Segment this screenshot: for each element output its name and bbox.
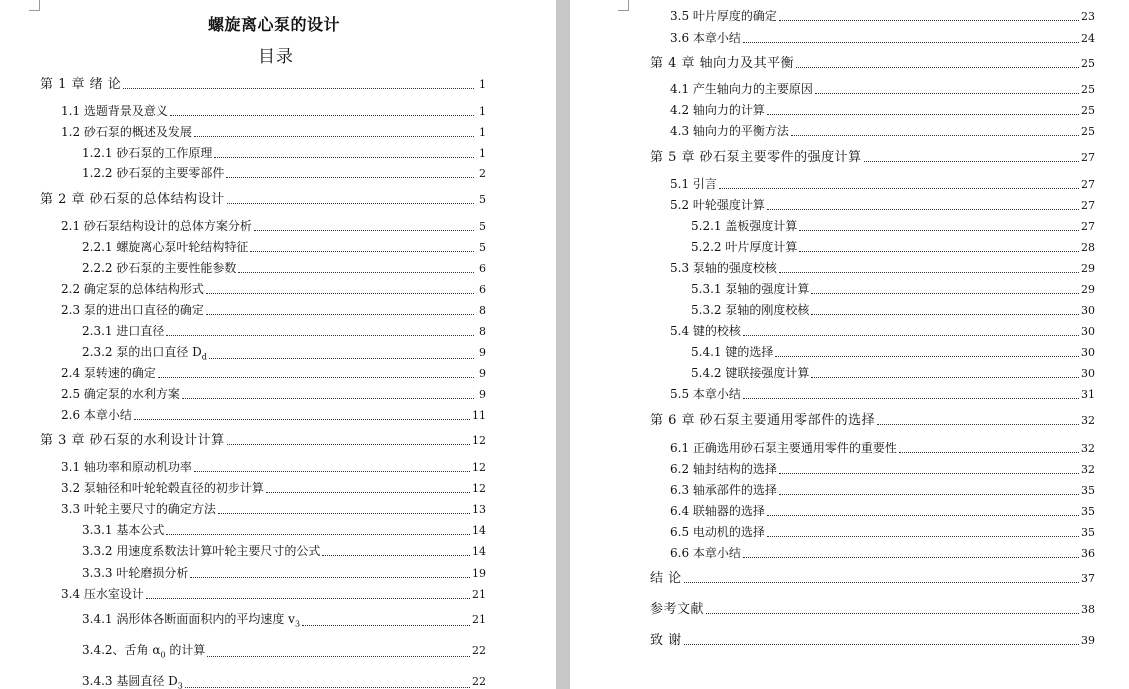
toc-entry-section[interactable]: 3.5 叶片厚度的确定 23 <box>670 9 1095 23</box>
toc-entry-chapter[interactable]: 第 4 章 轴向力及其平衡 25 <box>650 56 1095 71</box>
toc-entry-section[interactable]: 6.4 联轴器的选择 35 <box>670 504 1095 518</box>
toc-entry-subsection[interactable]: 2.3.2 泵的出口直径 $D_d$ 9 <box>82 345 486 362</box>
toc-entry-section[interactable]: 6.3 轴承部件的选择 35 <box>670 483 1095 497</box>
toc-entry-section[interactable]: 2.4 泵转速的确定 9 <box>61 366 486 380</box>
toc-entry-chapter[interactable]: 致 谢 39 <box>650 633 1095 648</box>
toc-entry-subsection[interactable]: 3.3.2 用速度系数法计算叶轮主要尺寸的公式 14 <box>82 544 486 558</box>
toc-entry-section[interactable]: 4.3 轴向力的平衡方法 25 <box>670 124 1095 138</box>
toc-entry-section[interactable]: 6.2 轴封结构的选择 32 <box>670 462 1095 476</box>
toc-entry-section[interactable]: 3.6 本章小结 24 <box>670 31 1095 45</box>
toc-entry-section[interactable]: 5.2 叶轮强度计算 27 <box>670 198 1095 212</box>
toc-entry-section[interactable]: 4.2 轴向力的计算 25 <box>670 103 1095 117</box>
toc-entry-section[interactable]: 6.5 电动机的选择 35 <box>670 525 1095 539</box>
toc-entry-section[interactable]: 2.1 砂石泵结构设计的总体方案分析 5 <box>61 219 486 233</box>
toc-entry-section[interactable]: 2.3 泵的进出口直径的确定 8 <box>61 303 486 317</box>
toc-entry-chapter[interactable]: 第 3 章 砂石泵的水利设计计算 12 <box>40 433 486 448</box>
toc-entry-subsection[interactable]: 5.2.2 叶片厚度计算 28 <box>691 240 1095 254</box>
toc-entry-chapter[interactable]: 第 5 章 砂石泵主要零件的强度计算 27 <box>650 150 1095 165</box>
toc-entry-subsection[interactable]: 3.3.1 基本公式 14 <box>82 523 486 537</box>
toc-entry-section[interactable]: 3.2 泵轴径和叶轮轮毂直径的初步计算 12 <box>61 481 486 495</box>
toc-entry-section[interactable]: 6.1 正确选用砂石泵主要通用零件的重要性 32 <box>670 441 1095 455</box>
document-title: 螺旋离心泵的设计 <box>207 15 340 34</box>
toc-entry-section[interactable]: 3.1 轴功率和原动机功率 12 <box>61 460 486 474</box>
toc-entry-section[interactable]: 3.4 压水室设计 21 <box>61 587 486 601</box>
toc-entry-subsection[interactable]: 1.2.2 砂石泵的主要零部件 2 <box>82 166 486 180</box>
toc-entry-section[interactable]: 2.2 确定泵的总体结构形式 6 <box>61 282 486 296</box>
toc-entry-section[interactable]: 1.1 选题背景及意义 1 <box>61 104 486 118</box>
toc-entry-section[interactable]: 5.5 本章小结 31 <box>670 387 1095 401</box>
margin-corner-mark <box>29 0 40 11</box>
toc-entry-subsection[interactable]: 3.3.3 叶轮磨损分析 19 <box>82 566 486 580</box>
toc-entry-subsection[interactable]: 2.2.2 砂石泵的主要性能参数 6 <box>82 261 486 275</box>
toc-entry-section[interactable]: 1.2 砂石泵的概述及发展 1 <box>61 125 486 139</box>
toc-entry-subsection[interactable]: 3.4.3 基圆直径 $D_3$ 22 <box>82 674 486 689</box>
toc-entry-subsection[interactable]: 2.2.1 螺旋离心泵叶轮结构特征 5 <box>82 240 486 254</box>
toc-entry-subsection[interactable]: 5.2.1 盖板强度计算 27 <box>691 219 1095 233</box>
toc-entry-subsection[interactable]: 1.2.1 砂石泵的工作原理 1 <box>82 146 486 160</box>
toc-entry-section[interactable]: 2.6 本章小结 11 <box>61 408 486 422</box>
toc-entry-subsection[interactable]: 5.3.1 泵轴的强度计算 29 <box>691 282 1095 296</box>
page-gutter <box>556 0 570 689</box>
toc-entry-chapter[interactable]: 第 1 章 绪 论 1 <box>40 77 486 92</box>
toc-entry-section[interactable]: 6.6 本章小结 36 <box>670 546 1095 560</box>
margin-corner-mark <box>618 0 629 11</box>
toc-entry-subsection[interactable]: 5.4.2 键联接强度计算 30 <box>691 366 1095 380</box>
toc-entry-section[interactable]: 3.3 叶轮主要尺寸的确定方法 13 <box>61 502 486 516</box>
toc-entry-subsection[interactable]: 3.4.2、舌角 $\alpha_0$ 的计算 22 <box>82 643 486 660</box>
toc-entry-chapter[interactable]: 参考文献 38 <box>650 602 1095 617</box>
toc-entry-subsection[interactable]: 5.3.2 泵轴的刚度校核 30 <box>691 303 1095 317</box>
toc-entry-chapter[interactable]: 结 论 37 <box>650 571 1095 586</box>
toc-entry-section[interactable]: 2.5 确定泵的水利方案 9 <box>61 387 486 401</box>
document-page-left <box>0 0 556 689</box>
toc-entry-chapter[interactable]: 第 6 章 砂石泵主要通用零部件的选择 32 <box>650 413 1095 428</box>
toc-entry-subsection[interactable]: 3.4.1 涡形体各断面面积内的平均速度 $v_3$ 21 <box>82 612 486 629</box>
toc-heading: 目录 <box>258 47 294 67</box>
toc-entry-section[interactable]: 5.1 引言 27 <box>670 177 1095 191</box>
toc-entry-subsection[interactable]: 5.4.1 键的选择 30 <box>691 345 1095 359</box>
toc-entry-section[interactable]: 4.1 产生轴向力的主要原因 25 <box>670 82 1095 96</box>
toc-entry-section[interactable]: 5.3 泵轴的强度校核 29 <box>670 261 1095 275</box>
toc-entry-chapter[interactable]: 第 2 章 砂石泵的总体结构设计 5 <box>40 192 486 207</box>
toc-entry-section[interactable]: 5.4 键的校核 30 <box>670 324 1095 338</box>
toc-entry-subsection[interactable]: 2.3.1 进口直径 8 <box>82 324 486 338</box>
